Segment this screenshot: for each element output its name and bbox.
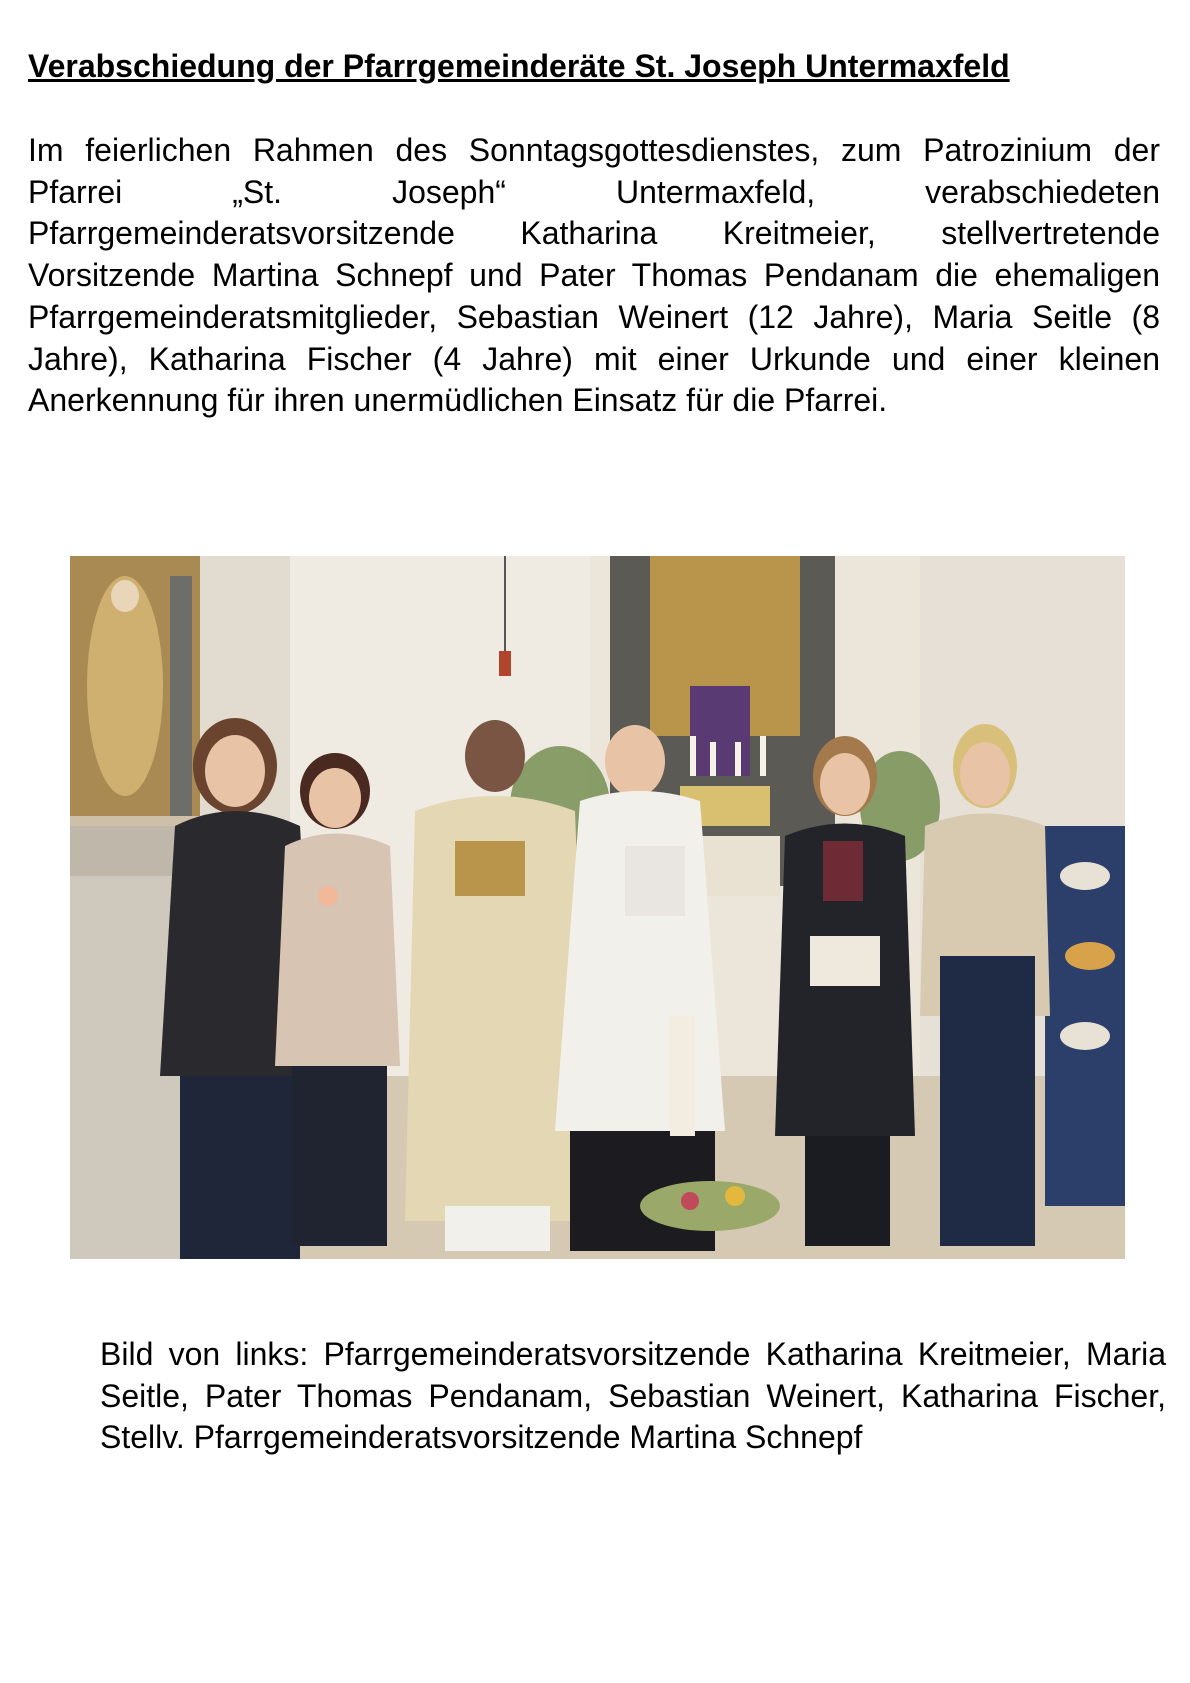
group-photo — [70, 556, 1125, 1259]
article-body: Im feierlichen Rahmen des Sonntagsgottesdienstes, zum Patrozinium der Pfarrei „St. Joseph“ Untermaxfeld, verabschiedeten Pfarrgemeinderatsvorsitzende Katharina Kreitmeier, stellvertretende Vorsitzende Martina Schnepf und Pater Thomas Pendanam die ehemaligen Pfarrgemeinderatsmitglieder, Sebastian Weinert (12 Jahre), Maria Seitle (8 Jahre), Katharina Fischer (4 Jahre) mit einer Urkunde und einer kleinen Anerkennung für ihren unermüdlichen Einsatz für die Pfarrei. — [28, 132, 1160, 419]
church-group-photo-illustration — [70, 556, 1125, 1259]
document-title: Verabschiedung der Pfarrgemeinderäte St. Joseph Untermaxfeld — [28, 48, 1010, 84]
photo-caption: Bild von links: Pfarrgemeinderatsvorsitzende Katharina Kreitmeier, Maria Seitle, Pater Thomas Pendanam, Sebastian Weinert, Katharina Fischer, Stellv. Pfarrgemeinderatsvorsitzende Martina Schnepf — [100, 1336, 1166, 1456]
